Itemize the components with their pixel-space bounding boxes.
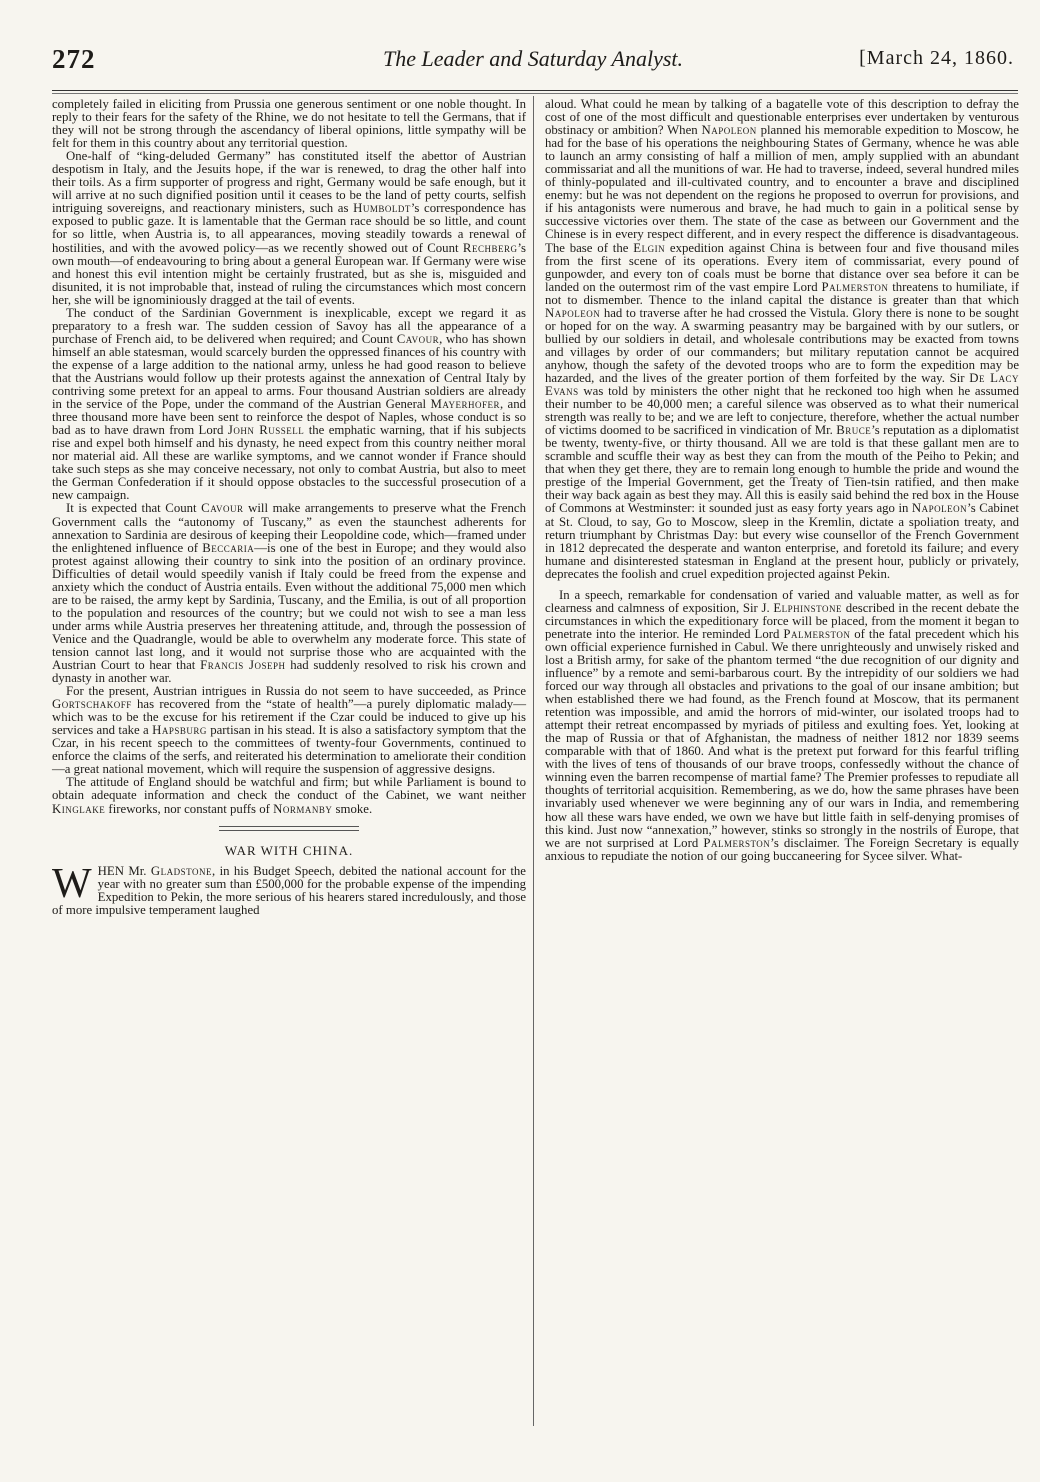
drop-cap: W (52, 860, 92, 907)
paragraph-prussia: completely failed in eliciting from Prussia one generous sentiment or one noble thought. In reply to their fears for the safety of the Rhine, we do not hesitate to tell the Germans, that if they will not be strong through the ascendancy of liberal opinions, little sympathy will be felt for them in this country about any territorial question. (52, 97, 526, 151)
section-separator (219, 826, 359, 827)
name-beccaria: Beccaria (202, 540, 255, 555)
section-separator-lower (219, 830, 359, 831)
name-gladstone: Gladstone (150, 863, 212, 878)
paragraph-sardinia: The conduct of the Sardinian Government is inexplicable, except we regard it as preparatory to a fresh war. The sudden cession of Savoy has all the appearance of a purchase of French aid, to be delivered when required; and Count Cavour, who has shown himself an able statesman, would scarcely burden the oppressed finances of his country with the expense of a large addition to the national army, unless he had good reason to believe that the Austrians would follow up their protests against the annexation of Central Italy by contriving some pretext for an appeal to arms. Four thousand Austrian soldiers are already in the service of the Pope, under the command of the Austrian General Mayerhofer, and three thousand more have been sent to reinforce the despot of Naples, whose conduct is so bad as to have drawn from Lord John Russell the emphatic warning, that if his subjects rise and expel both himself and his dynasty, he need expect from this country neither moral nor material aid. All these are warlike symptoms, and we cannot wonder if France should take such steps as she may conceive necessary, not only to combat Austria, but also to meet the German Confederation if it should oppose obstacles to the successful prosecution of a new campaign. (52, 305, 527, 503)
paragraph-england: The attitude of England should be watchful and firm; but while Parliament is bound to obtain adequate information and check the conduct of the Cabinet, we want neither Kinglake fireworks, nor constant puffs of Normanby smoke. (52, 775, 526, 816)
name-gortschakoff: Gortschakoff (52, 697, 132, 712)
paragraph-expedition: aloud. What could he mean by talking of a bagatelle vote of this description to defray the cost of one of the most difficult and questionable enterprises ever undertaken by venturous obstinacy or ambition? When Napoleon planned his memorable expedition to Moscow, he had for the base of his operations the neighbouring States of Germany, whence he was able to launch an army consisting of half a million of men, amply supplied with an abundant commissariat and all the munitions of war. He had to traverse, indeed, several hundred miles of thinly-populated and ill-cultivated country, and to encounter a brave and disciplined enemy: but he was not dependent on the regions he proposed to overrun for provisions, and if his antagonists were numerous and brave, he had much to gain in a political sense by successive victories over them. The state of the case as between our Government and the Chinese is in every respect different, and in every respect the difference is disadvantageous. The base of the Elgin expedition against China is between four and five thousand miles from the first scene of its operations. Every item of commissariat, every pound of gunpowder, and every ton of coals must be borne that distance over sea before it can be landed on the outermost rim of the vast empire Lord Palmerston threatens to humiliate, if not to dismember. Thence to the inland capital the distance is greater than that which Napoleon had to traverse after he had crossed the Vistula. Glory there is none to be sought or hoped for on the way. A swarming peasantry may be bargained with by our sutlers, or bullied by our soldiers in detail, and wholesale contributions may be exacted from towns and villages by order of our commanders; but military reputation cannot be acquired anyhow, though the safety of the devoted troops who are to form the expedition may be hazarded, and the lives of the greater portion of them forfeited by the way. Sir De Lacy Evans was told by ministers the other night that he reckoned too high when he assumed their number to be 40,000 men; a careful silence was observed as to what their numerical strength was really to be; and we are left to conjecture, therefore, whether the actual number of victims doomed to be sacrificed in vindication of Mr. Bruce’s reputation as a diplomatist be twenty, twenty-five, or thirty thousand. All we are told is that these gallant men are to scramble and scuffle their way as best they can from the mouth of the Peiho to Pekin; and that when they get there, they are to remain long enough to humble the pride and wound the prestige of the Imperial Government, get the Treaty of Tien-tsin ratified, and then make their way back again as best they may. All this is easily said behind the red box in the House of Commons at Westminster: it sounded just as easy forty years ago in Napoleon’s Cabinet at St. Cloud, to say, Go to Moscow, sleep in the Kremlin, dictate a spoliation treaty, and return triumphant by Christmas Day: but every wise counsellor of the French Government in 1812 deprecated the desperate and wanton enterprise, and foretold its failure; and every humane and disinterested statesman in England at the present hour, publicly or privately, deprecates the foolish and cruel expedition projected against Pekin. (545, 97, 1020, 581)
paragraph-elphinstone: In a speech, remarkable for condensation of varied and valuable matter, as well as for clearness and calmness of exposition, Sir J. Elphinstone described in the recent debate the circumstances in which the expeditionary force will be placed, from the moment it began to penetrate into the interior. He reminded Lord Palmerston of the fatal precedent which his own official experience furnished in Cabul. We there unrighteously and unwisely risked and lost a British army, for sake of the phantom termed “the due recognition of our dignity and influence” by a remote and semi-barbarous court. By the intrepidity of our soldiers we had forced our way through all obstacles and privations to the goal of our insane ambition; but when established there we had found, as the French found at Moscow, that its permanent retention was impossible, and amid the horrors of mid-winter, our isolated troops had to attempt their retreat encompassed by myriads of pitiless and exulting foes. Yet, looking at the map of Russia or that of Afghanistan, the madness of neither 1812 nor 1839 seems comparable with that of 1860. And what is the pretext put forward for this fearful trifling with the lives of tens of thousands of our brave troops, confessedly without the chance of winning even the barren recompense of martial fame? The Premier professes to repudiate all thoughts of territorial acquisition. Remembering, as we do, how the same phrases have been invariably used whenever we were beginning any of our wars in India, and remembering how all these wars have ended, we own we have but little faith in self-denying promises of this kind. Just now “annexation,” however, stinks so strongly in the nostrils of Europe, that we are not surprised at Lord Palmerston’s disclaimer. The Foreign Secretary is equally anxious to repudiate the notion of our going buccaneering for Sycee silver. What- (545, 587, 1020, 863)
paragraph-gladstone: WHEN Mr. Gladstone, in his Budget Speech, debited the national account for the year with no greater sum than £500,000 for the probable expense of the impending Expedition to Pekin, the more serious of his hearers stared incredulously, and those of more impulsive temperament laughed (52, 860, 526, 917)
name-palmerston: Palmerston (821, 279, 889, 294)
name-napoleon-2: Napoleon (545, 305, 601, 320)
paragraph-russia: For the present, Austrian intrigues in Russia do not seem to have succeeded, as Prince Gortschakoff has recovered from the “state of health”—a purely diplomatic malady—which was to be the excuse for his retirement if the Czar could be induced to give up his services and take a Hapsburg partisan in his stead. It is also a satisfactory symptom that the Czar, in his recent speech to the committees of twenty-four Governments, continued to enforce the claims of the serfs, and reiterated his determination to ameliorate their condition—a great national movement, which will require the suspension of aggressive designs. (52, 684, 527, 777)
issue-date: [March 24, 1860. (859, 47, 1014, 69)
name-humboldt: Humboldt (353, 201, 411, 216)
name-bruce: Bruce (836, 423, 872, 438)
name-mayerhofer: Mayerhofer (430, 397, 500, 412)
name-napoleon: Napoleon (701, 123, 757, 138)
page-header (52, 44, 1014, 84)
name-rechberg: Rechberg (462, 240, 518, 255)
paragraph-germany: One-half of “king-deluded Germany” has constituted itself the abettor of Austrian despotism in Italy, and the Jesuits hope, if the war is renewed, to drag the other half into their toils. As a firm supporter of progress and right, Germany would be safe enough, but it will arrive at no such dignified position until it ceases to be the land of petty courts, selfish intriguing sovereigns, and reactionary ministers, such as Humboldt’s correspondence has exposed to public gaze. It is lamentable that the German race should be so little, and count for so little, when Austria is, to all appearances, moving steadily towards a renewal of hostilities, and with the avowed policy—as we recently showed out of Count Rechberg’s own mouth—of endeavouring to bring about a general European war. If Germany were wise and honest this evil intention might be certainly frustrated, but as she is, misguided and disunited, it is not improbable that, instead of ruling the circumstances which most concern her, she will be ignominiously dragged at the tail of events. (52, 149, 526, 307)
name-elgin: Elgin (633, 240, 666, 255)
column-divider (533, 96, 534, 1426)
name-francis-joseph: Francis Joseph (200, 658, 286, 673)
name-john-russell: John Russell (227, 423, 305, 438)
page-number: 272 (52, 44, 96, 74)
name-kinglake: Kinglake (52, 801, 106, 816)
name-normanby: Normanby (273, 801, 333, 816)
name-palmerston-3: Palmerston (703, 835, 771, 850)
paragraph-tuscany: It is expected that Count Cavour will make arrangements to preserve what the French Government calls the “autonomy of Tuscany,” as even the staunchest adherents for annexation to Sardinia are desirous of keeping their Leopoldine code, which—framed under the enlightened influence of Beccaria—is one of the best in Europe; and they would also protest against allowing their country to sink into the position of an ordinary province. Difficulties of detail would speedily vanish if Italy could be freed from the expense and anxiety which the conduct of Austria entails. Even without the additional 75,000 men which are to be raised, the army kept by Sardinia, Tuscany, and the Emilia, is out of all proportion to the population and resources of the country; but we could not wish to see a man less under arms while Austria preserves her threatening attitude, and, through the possession of Venice and the Quadrangle, would be able to overwhelm any moderate force. This state of tension cannot last long, and it would not surprise those who are acquainted with the Austrian Court to hear that Francis Joseph had suddenly resolved to risk his crown and dynasty in another war. (52, 501, 527, 686)
section-title-war-with-china: WAR WITH CHINA. (224, 842, 354, 858)
name-cavour-2: Cavour (201, 501, 244, 516)
name-hapsburg: Hapsburg (152, 723, 207, 738)
header-rule-secondary (52, 93, 1018, 94)
name-elphinstone: Elphinstone (773, 600, 843, 615)
name-cavour: Cavour (396, 331, 440, 346)
name-de-lacy-evans: De Lacy Evans (545, 370, 1019, 399)
name-napoleon-3: Napoleon (911, 501, 968, 516)
left-column (52, 98, 526, 917)
header-rule (52, 90, 1018, 91)
right-column (545, 98, 1019, 863)
name-palmerston-2: Palmerston (783, 626, 851, 641)
journal-title: The Leader and Saturday Analyst. (382, 46, 684, 71)
